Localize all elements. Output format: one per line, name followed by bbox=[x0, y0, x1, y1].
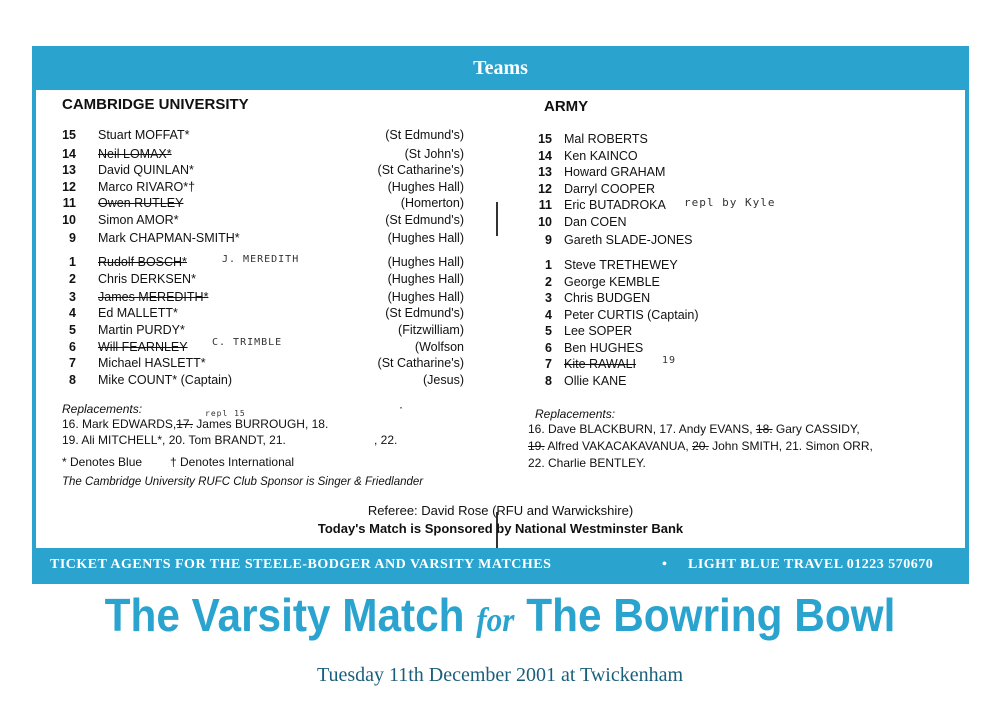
player-name: Mike COUNT* (Captain) bbox=[98, 373, 233, 387]
ticket-bullet: • bbox=[662, 557, 668, 572]
player-college: (St John's) bbox=[404, 147, 464, 161]
repl-text: 16. Dave BLACKBURN, 17. Andy EVANS, bbox=[528, 422, 756, 436]
title-for: for bbox=[476, 602, 515, 639]
player-name: George KEMBLE bbox=[564, 275, 660, 289]
player-number: 11 bbox=[62, 196, 76, 210]
cambridge-team-name: CAMBRIDGE UNIVERSITY bbox=[62, 96, 249, 113]
player-name: Ken KAINCO bbox=[564, 149, 638, 163]
army-replacements-line2 bbox=[528, 439, 873, 453]
player-number: 4 bbox=[545, 308, 552, 322]
ticket-agents-text: TICKET AGENTS FOR THE STEELE-BODGER AND VARSITY MATCHES bbox=[50, 557, 552, 572]
fold-mark bbox=[496, 202, 498, 236]
player-name: Michael HASLETT* bbox=[98, 356, 206, 370]
player-number: 1 bbox=[69, 255, 76, 269]
player-number: 14 bbox=[62, 147, 76, 161]
player-college: (Fitzwilliam) bbox=[398, 323, 464, 337]
repl-text: John SMITH, 21. Simon ORR, bbox=[708, 439, 873, 453]
player-name: Ed MALLETT* bbox=[98, 306, 178, 320]
player-number: 6 bbox=[545, 341, 552, 355]
player-name: Peter CURTIS (Captain) bbox=[564, 308, 699, 322]
player-name: James MEREDITH* bbox=[98, 290, 209, 304]
player-name: Chris BUDGEN bbox=[564, 291, 651, 305]
repl-text: James BURROUGH, 18. bbox=[192, 417, 329, 431]
player-number: 10 bbox=[62, 213, 76, 227]
player-name: Stuart MOFFAT* bbox=[98, 128, 190, 142]
player-number: 3 bbox=[69, 290, 76, 304]
cambridge-replacements-title: Replacements: bbox=[62, 402, 143, 416]
player-number: 4 bbox=[69, 306, 76, 320]
player-number: 10 bbox=[538, 215, 552, 229]
player-name: Howard GRAHAM bbox=[564, 165, 666, 179]
player-name: Rudolf BOSCH* bbox=[98, 255, 187, 269]
player-college: (Homerton) bbox=[400, 196, 464, 210]
player-name: Kite RAWALI bbox=[564, 357, 637, 371]
match-sponsor-line: Today's Match is Sponsored by National Westminster Bank bbox=[317, 521, 684, 536]
player-number: 9 bbox=[545, 233, 552, 247]
handwritten-note-meredith: J. MEREDITH bbox=[222, 254, 300, 265]
player-college: (Hughes Hall) bbox=[387, 255, 464, 269]
player-number: 5 bbox=[545, 324, 552, 338]
player-number: 7 bbox=[545, 357, 552, 371]
repl-text: Alfred VAKACAKAVANUA, bbox=[544, 439, 693, 453]
player-number: 13 bbox=[62, 163, 76, 177]
army-replacements-line3: 22. Charlie BENTLEY. bbox=[528, 456, 646, 470]
player-college: (St Edmund's) bbox=[385, 128, 464, 142]
player-college: (Wolfson bbox=[414, 340, 464, 354]
player-name: Eric BUTADROKA bbox=[564, 198, 666, 212]
army-team-name: ARMY bbox=[544, 98, 589, 115]
player-name: Mal ROBERTS bbox=[564, 132, 648, 146]
referee-line: Referee: David Rose (RFU and Warwickshire) bbox=[367, 503, 634, 518]
handwritten-dot: · bbox=[398, 403, 406, 414]
player-college: (Hughes Hall) bbox=[387, 180, 464, 194]
player-college: (Hughes Hall) bbox=[387, 231, 464, 245]
player-number: 9 bbox=[69, 231, 76, 245]
army-replacements-title: Replacements: bbox=[535, 407, 616, 421]
player-name: Will FEARNLEY bbox=[98, 340, 188, 354]
player-number: 2 bbox=[69, 272, 76, 286]
player-number: 12 bbox=[62, 180, 76, 194]
handwritten-note-19: 19 bbox=[662, 355, 677, 366]
title-part1: The Varsity Match bbox=[104, 589, 477, 641]
repl-struck: 18. bbox=[755, 422, 773, 436]
match-date: Tuesday 11th December 2001 at Twickenham bbox=[316, 664, 684, 686]
player-college: (Jesus) bbox=[423, 373, 464, 387]
player-number: 1 bbox=[545, 258, 552, 272]
player-name: Gareth SLADE-JONES bbox=[564, 233, 693, 247]
player-name: Simon AMOR* bbox=[98, 213, 179, 227]
repl-struck: 17. bbox=[176, 417, 193, 431]
player-college: (Hughes Hall) bbox=[387, 290, 464, 304]
player-name: Ollie KANE bbox=[564, 374, 627, 388]
repl-text: Gary CASSIDY, bbox=[772, 422, 860, 436]
cambridge-replacements-line1 bbox=[62, 417, 328, 431]
travel-agent-text: LIGHT BLUE TRAVEL 01223 570670 bbox=[688, 557, 934, 572]
match-title bbox=[40, 588, 960, 642]
repl-struck: 19. bbox=[528, 439, 545, 453]
cambridge-replacements-line2: 19. Ali MITCHELL*, 20. Tom BRANDT, 21. bbox=[62, 433, 286, 447]
player-college: (Hughes Hall) bbox=[387, 272, 464, 286]
player-name: Mark CHAPMAN-SMITH* bbox=[98, 231, 240, 245]
player-number: 5 bbox=[69, 323, 76, 337]
handwritten-note-trimble: C. TRIMBLE bbox=[212, 337, 283, 348]
player-number: 2 bbox=[545, 275, 552, 289]
player-college: (St Catharine's) bbox=[377, 356, 464, 370]
key-international: † Denotes International bbox=[170, 455, 295, 469]
club-sponsor-note: The Cambridge University RUFC Club Sponsor is Singer & Friedlander bbox=[62, 476, 424, 488]
player-number: 3 bbox=[545, 291, 552, 305]
player-number: 11 bbox=[538, 198, 552, 212]
repl-struck: 20. bbox=[692, 439, 709, 453]
teams-header: Teams bbox=[32, 46, 969, 90]
player-name: Chris DERKSEN* bbox=[98, 272, 196, 286]
player-number: 8 bbox=[545, 374, 552, 388]
player-number: 8 bbox=[69, 373, 76, 387]
player-name: Marco RIVARO*† bbox=[98, 180, 196, 194]
player-number: 6 bbox=[69, 340, 76, 354]
player-name: David QUINLAN* bbox=[98, 163, 194, 177]
player-number: 14 bbox=[538, 149, 552, 163]
ticket-agents-band bbox=[32, 548, 969, 582]
key-blue: * Denotes Blue bbox=[62, 455, 143, 469]
player-name: Owen RUTLEY bbox=[98, 196, 184, 210]
player-number: 13 bbox=[538, 165, 552, 179]
player-college: (St Catharine's) bbox=[377, 163, 464, 177]
repl-text: 16. Mark EDWARDS, bbox=[62, 417, 177, 431]
player-number: 15 bbox=[62, 128, 76, 142]
player-number: 7 bbox=[69, 356, 76, 370]
handwritten-note-kyle: repl by Kyle bbox=[684, 196, 776, 209]
player-number: 15 bbox=[538, 132, 552, 146]
player-name: Darryl COOPER bbox=[564, 182, 655, 196]
player-name: Lee SOPER bbox=[564, 324, 633, 338]
title-part2: The Bowring Bowl bbox=[514, 589, 896, 641]
player-college: (St Edmund's) bbox=[385, 213, 464, 227]
player-name: Neil LOMAX* bbox=[98, 147, 172, 161]
player-college: (St Edmund's) bbox=[385, 306, 464, 320]
army-replacements-line1 bbox=[528, 422, 860, 436]
player-name: Dan COEN bbox=[564, 215, 627, 229]
player-number: 12 bbox=[538, 182, 552, 196]
player-name: Steve TRETHEWEY bbox=[564, 258, 678, 272]
player-name: Martin PURDY* bbox=[98, 323, 185, 337]
cambridge-replacements-line2-end: , 22. bbox=[374, 433, 398, 447]
handwritten-note-repl: repl 15 bbox=[205, 409, 246, 418]
player-name: Ben HUGHES bbox=[564, 341, 644, 355]
